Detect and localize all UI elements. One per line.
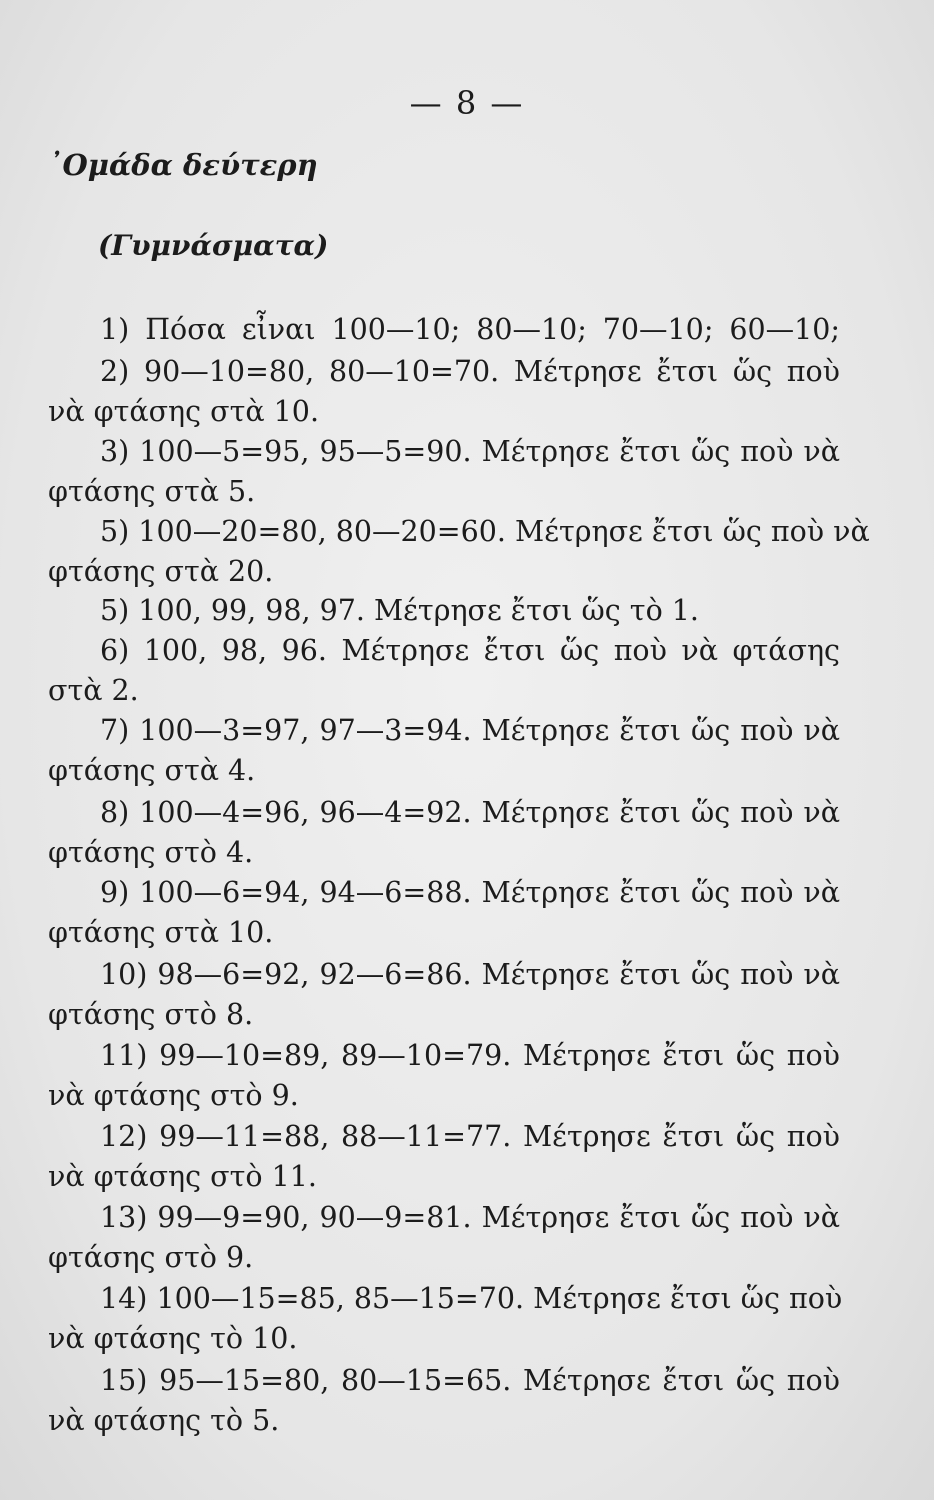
exercise-line: φτάσης στὰ 4. xyxy=(48,754,256,787)
exercise-line: 13) 99—9=90, 90—9=81. Μέτρησε ἔτσι ὥς ποὺ νὰ xyxy=(100,1201,840,1234)
exercise-line: 12) 99—11=88, 88—11=77. Μέτρησε ἔτσι ὥς ποὺ xyxy=(100,1120,840,1153)
exercise-line: φτάσης στὰ 5. xyxy=(48,475,256,508)
exercise-line: 5) 100, 99, 98, 97. Μέτρησε ἔτσι ὥς τὸ 1. xyxy=(100,594,699,627)
exercise-line: νὰ φτάσης τὸ 10. xyxy=(48,1322,298,1355)
exercise-line: φτάσης στὸ 4. xyxy=(48,836,254,869)
exercise-line: φτάσης στὰ 10. xyxy=(48,916,274,949)
exercise-line: 8) 100—4=96, 96—4=92. Μέτρησε ἔτσι ὥς ποὺ νὰ xyxy=(100,796,840,829)
exercise-line: νὰ φτάσης στὸ 11. xyxy=(48,1160,317,1193)
exercise-line: νὰ φτάσης στὰ 10. xyxy=(48,395,320,428)
exercise-line: 9) 100—6=94, 94—6=88. Μέτρησε ἔτσι ὥς ποὺ νὰ xyxy=(100,876,840,909)
exercise-line: 10) 98—6=92, 92—6=86. Μέτρησε ἔτσι ὥς ποὺ νὰ xyxy=(100,958,840,991)
exercise-line: 7) 100—3=97, 97—3=94. Μέτρησε ἔτσι ὥς ποὺ νὰ xyxy=(100,714,840,747)
exercise-line: νὰ φτάσης στὸ 9. xyxy=(48,1079,299,1112)
exercises-heading: (Γυμνάσματα) xyxy=(98,229,329,262)
exercise-line: νὰ φτάσης τὸ 5. xyxy=(48,1404,280,1437)
exercise-line: 2) 90—10=80, 80—10=70. Μέτρησε ἔτσι ὥς ποὺ xyxy=(100,355,840,388)
exercise-line: 1) Πόσα εἶναι 100—10; 80—10; 70—10; 60—10; xyxy=(100,313,840,346)
page-number: — 8 — xyxy=(409,84,525,122)
exercise-line: 11) 99—10=89, 89—10=79. Μέτρησε ἔτσι ὥς ποὺ xyxy=(100,1039,840,1072)
exercise-line: φτάσης στὸ 8. xyxy=(48,998,254,1031)
exercise-line: φτάσης στὰ 20. xyxy=(48,555,274,588)
exercise-line: φτάσης στὸ 9. xyxy=(48,1241,254,1274)
exercise-line: 3) 100—5=95, 95—5=90. Μέτρησε ἔτσι ὥς ποὺ νὰ xyxy=(100,435,840,468)
exercise-line: 15) 95—15=80, 80—15=65. Μέτρησε ἔτσι ὥς ποὺ xyxy=(100,1364,840,1397)
exercise-line: 14) 100—15=85, 85—15=70. Μέτρησε ἔτσι ὥς ποὺ xyxy=(100,1282,843,1315)
exercise-line: 6) 100, 98, 96. Μέτρησε ἔτσι ὥς ποὺ νὰ φτάσης xyxy=(100,634,840,667)
exercise-line: 5) 100—20=80, 80—20=60. Μέτρησε ἔτσι ὥς ποὺ νὰ xyxy=(100,515,870,548)
exercise-line: στὰ 2. xyxy=(48,674,139,707)
group-title: ᾿Ομάδα δεύτερη xyxy=(48,148,318,182)
